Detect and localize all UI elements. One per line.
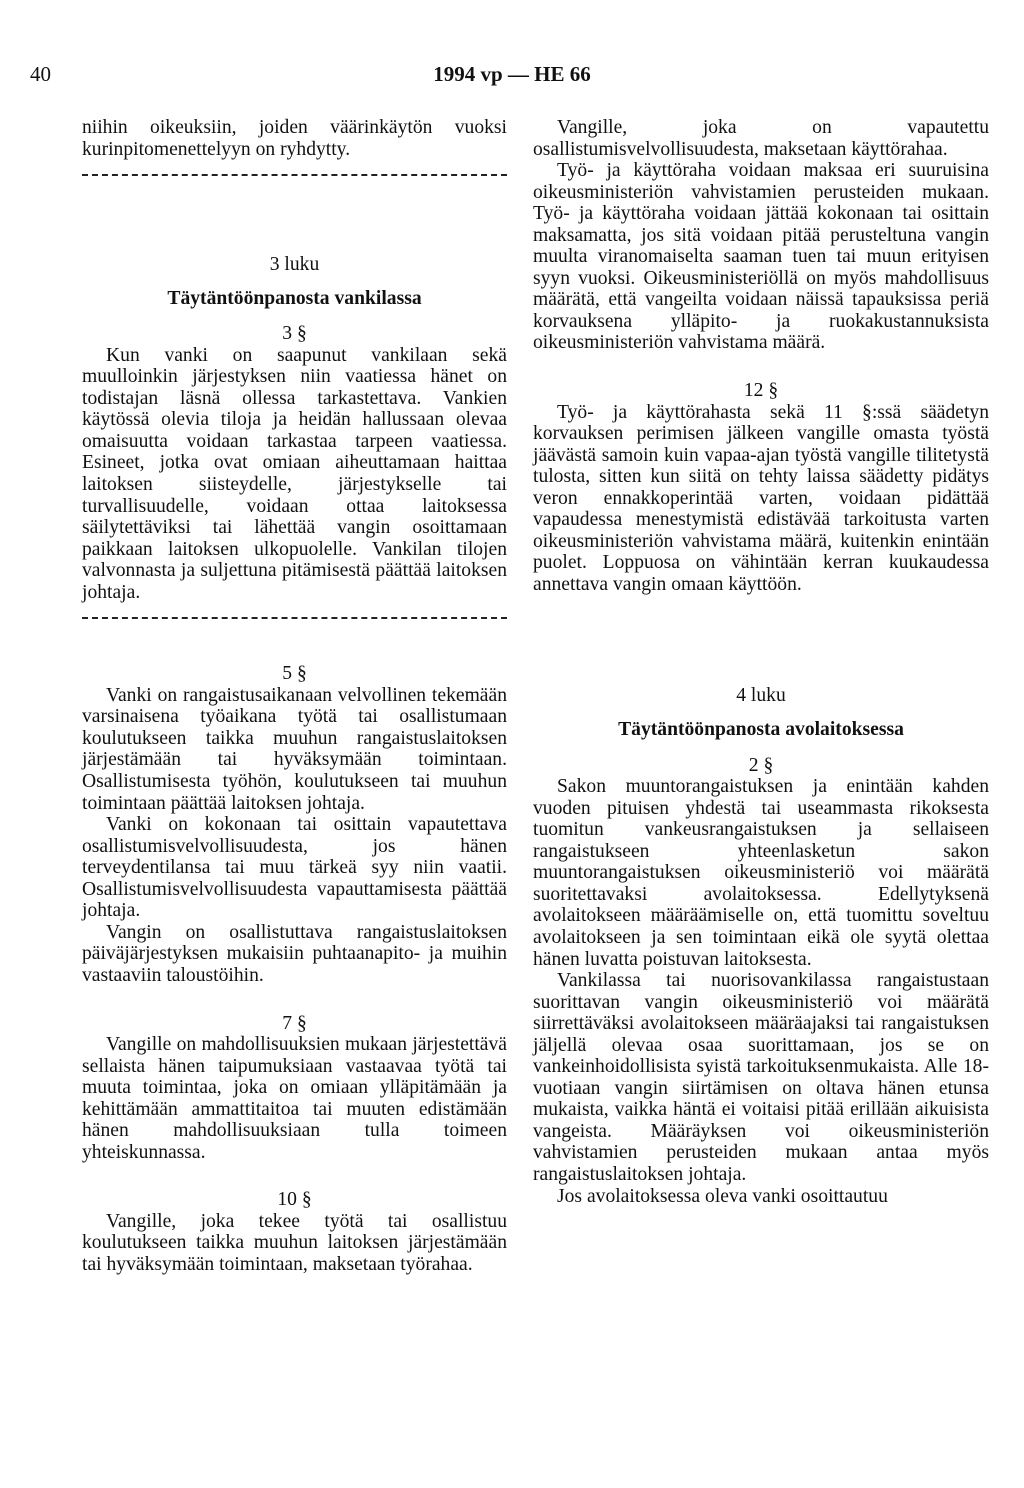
section-2-paragraph-3: Jos avolaitoksessa oleva vanki osoittautuu	[557, 1185, 888, 1207]
section-2-paragraph-1: Sakon muuntorangaistuksen ja enintään kahden vuoden pituisen yhdestä tai useammasta rikoksesta tuomitun vankeusrangaistuksen ja sellaiseen rangaistukseen yhteenlasketun sakon muuntorangaistuksen oikeusministeriö voi määrätä suoritettavaksi avolaitoksessa. Edellytyksenä avolaitokseen määräämiselle on, että tuomittu soveltuu avolaitokseen ja sen toimintaan eikä ole syytä olettaa hänen luvatta poistuvan laitoksesta.	[533, 776, 989, 970]
chapter-4-title: Täytäntöönpanosta avolaitoksessa	[618, 719, 904, 741]
section-5-marker: 5 §	[282, 663, 307, 685]
section-2-paragraph-2: Vankilassa tai nuorisovankilassa rangaistustaan suorittavan vangin oikeusministeriö voi määrätä siirrettäväksi avolaitokseen määräajaksi tai rangaistuksen jäljellä olevaa osaa suorittamaan, jos se on vankeinhoidollisista syistä tarkoituksenmukaista. Alle 18-vuotiaan vangin siirtämisen on oltava hänen etunsa mukaista, vaikka häntä ei voitaisi pitää erillään aikuisista vangeista. Määräyksen voi oikeusministeriön vahvistamien perusteiden mukaan antaa myös rangaistuslaitoksen johtaja.	[533, 970, 989, 1185]
intro-paragraph: niihin oikeuksiin, joiden väärinkäytön vuoksi kurinpitomenettelyyn on ryhdytty.	[82, 117, 507, 160]
continued-paragraph-1: Vangille, joka on vapautettu osallistumisvelvollisuudesta, maksetaan käyttörahaa.	[533, 117, 989, 160]
section-10-paragraph: Vangille, joka tekee työtä tai osallistuu koulutukseen taikka muuhun laitoksen järjestämään tai hyväksymään toimintaan, maksetaan työrahaa.	[82, 1210, 507, 1275]
right-column	[533, 117, 989, 1207]
section-2-marker: 2 §	[748, 754, 774, 776]
page-number: 40	[30, 62, 51, 86]
left-column	[82, 117, 507, 1276]
chapter-3-number: 3 luku	[269, 254, 320, 276]
section-3-marker: 3 §	[282, 323, 307, 345]
section-3-paragraph: Kun vanki on saapunut vankilaan sekä muulloinkin järjestyksen niin vaatiessa hänet on todistajan läsnä ollessa tarkastettava. Vankien käytössä olevia tiloja ja heidän hallussaan olevaa omaisuutta voidaan tarkastaa tarpeen vaatiessa. Esineet, jotka ovat omiaan aiheuttamaan haittaa laitoksen siisteydelle, järjestykselle tai turvallisuudelle, voidaan ottaa laitoksessa säilytettäviksi tai lähettää vangin osoittamaan paikkaan laitoksen ulkopuolelle. Vankilan tilojen valvonnasta ja suljettuna pitämisestä päättää laitoksen johtaja.	[82, 344, 507, 603]
chapter-3-title: Täytäntöönpanosta vankilassa	[167, 287, 422, 309]
section-7-paragraph: Vangille on mahdollisuuksien mukaan järjestettävä sellaista hänen taipumuksiaan vastaavaa työtä tai muuta toimintaa, joka on omiaan ylläpitämään ja kehittämään ammattitaitoa tai muuten edistämään hänen mahdollisuuksiaan tulla toimeen yhteiskunnassa.	[82, 1034, 507, 1163]
section-7-marker: 7 §	[282, 1012, 307, 1034]
chapter-4-number: 4 luku	[736, 685, 786, 707]
continued-paragraph-2: Työ- ja käyttöraha voidaan maksaa eri suuruisina oikeusministeriön vahvistamien perusteiden mukaan. Työ- ja käyttöraha voidaan jättää kokonaan tai osittain maksamatta, jos sitä voidaan pitää perusteltuna vangin muulta viranomaiselta saaman tuen tai muun erityisen syyn vuoksi. Oikeusministeriöllä on myös mahdollisuus määrätä, että vangeilta voidaan näissä tapauksissa periä korvauksena ylläpito- ja ruokakustannuksista oikeusministeriön vahvistama määrä.	[533, 160, 989, 354]
section-10-marker: 10 §	[277, 1189, 312, 1211]
section-5-paragraph-2: Vanki on kokonaan tai osittain vapautettava osallistumisvelvollisuudesta, jos hänen terveydentilansa tai muu tärkeä syy niin vaatii. Osallistumisvelvollisuudesta vapauttamisesta päättää johtaja.	[82, 814, 507, 922]
running-title: 1994 vp — HE 66	[433, 62, 591, 86]
section-5-paragraph-3: Vangin on osallistuttava rangaistuslaitoksen päiväjärjestyksen mukaisiin puhtaanapito- ja muihin vastaaviin taloustöihin.	[82, 921, 507, 986]
page-header	[30, 62, 994, 92]
omission-rule	[82, 617, 507, 619]
section-5-paragraph-1: Vanki on rangaistusaikanaan velvollinen tekemään varsinaisena työaikana työtä tai osallistumaan koulutukseen taikka muuhun rangaistuslaitoksen järjestämään tai hyväksymään toimintaan. Osallistumisesta työhön, koulutukseen tai muuhun toimintaan päättää laitoksen johtaja.	[82, 684, 507, 814]
omission-rule	[82, 174, 507, 176]
section-12-paragraph: Työ- ja käyttörahasta sekä 11 §:ssä säädetyn korvauksen perimisen jälkeen vangille omasta työstä jäävästä samoin kuin vapaa-ajan työstä vangille tilitetystä tulosta, sitten kun siitä on tehty laissa säädetty pidätys veron ennakkoperintää varten, voidaan pidättää vapaudessa menestymistä edistävää tarkoitusta varten oikeusministeriön vahvistama määrä, kuitenkin enintään puolet. Loppuosa on vähintään kerran kuukaudessa annettava vangin omaan käyttöön.	[533, 401, 989, 595]
section-12-marker: 12 §	[743, 380, 779, 402]
